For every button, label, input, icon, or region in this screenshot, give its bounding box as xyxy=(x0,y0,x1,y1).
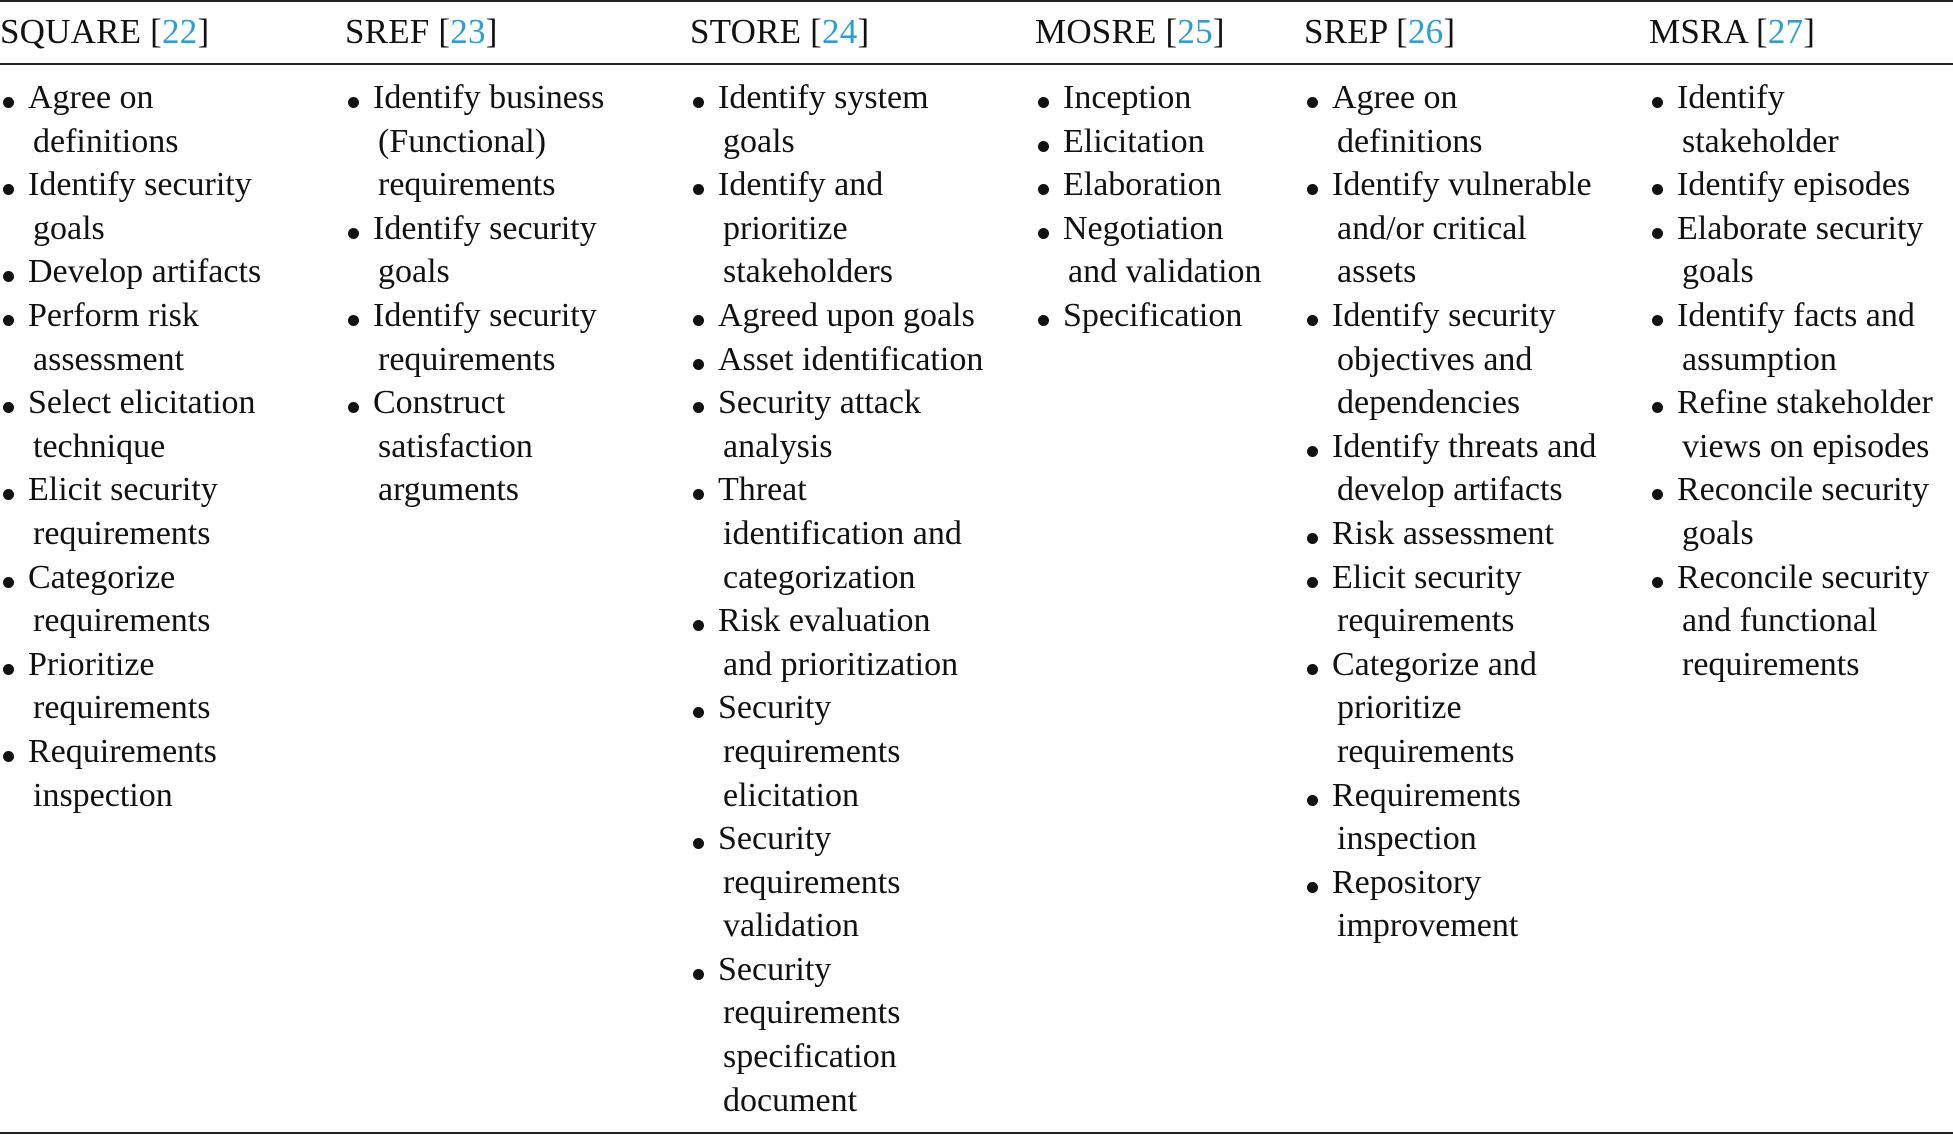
list-item xyxy=(1304,643,1596,774)
bullet-icon xyxy=(3,97,14,108)
list-item xyxy=(0,163,261,250)
list-item xyxy=(690,381,983,468)
item-text-line: satisfaction xyxy=(378,427,533,465)
list-item xyxy=(0,250,261,294)
bullet-icon xyxy=(693,489,704,500)
item-text-line: Identify security xyxy=(373,209,597,247)
list-item xyxy=(1649,207,1933,294)
bullet-icon xyxy=(1307,446,1318,457)
list-item xyxy=(0,381,261,468)
step-list xyxy=(1649,76,1933,686)
bullet-icon xyxy=(1652,315,1663,326)
list-item xyxy=(0,468,261,555)
citation-link[interactable]: 24 xyxy=(822,12,858,51)
list-item xyxy=(1035,120,1262,164)
item-text-line: goals xyxy=(1682,253,1754,291)
list-item xyxy=(690,686,983,817)
bullet-icon xyxy=(3,315,14,326)
item-text-line: assets xyxy=(1337,253,1417,291)
column-body-square xyxy=(0,76,261,817)
bullet-icon xyxy=(1307,184,1318,195)
item-text-line: requirements xyxy=(1337,732,1515,770)
table-top-rule xyxy=(0,0,1953,2)
list-item xyxy=(690,468,983,599)
item-text-line: Reconcile security xyxy=(1677,558,1930,596)
bullet-icon xyxy=(348,402,359,413)
column-body-mosre xyxy=(1035,76,1262,338)
column-name: SQUARE xyxy=(0,12,142,51)
item-text-line: analysis xyxy=(723,427,833,465)
step-list xyxy=(0,76,261,817)
bullet-icon xyxy=(3,489,14,500)
column-body-sref xyxy=(345,76,604,512)
item-text-line: elicitation xyxy=(723,776,859,814)
bullet-icon xyxy=(3,271,14,282)
item-text-line: Elicit security xyxy=(1332,558,1522,596)
column-header-square: SQUARE [22] xyxy=(0,12,210,51)
item-text-line: Requirements xyxy=(1332,776,1521,814)
bullet-icon xyxy=(693,838,704,849)
bullet-icon xyxy=(1307,97,1318,108)
list-item xyxy=(1649,556,1933,687)
item-text-line: Agreed upon goals xyxy=(718,296,975,334)
citation-link[interactable]: 23 xyxy=(450,12,486,51)
list-item xyxy=(1649,381,1933,468)
item-text-line: requirements xyxy=(723,732,901,770)
column-name: MOSRE xyxy=(1035,12,1157,51)
item-text-line: Develop artifacts xyxy=(28,253,262,291)
list-item xyxy=(690,76,983,163)
item-text-line: identification and xyxy=(723,514,962,552)
bullet-icon xyxy=(1652,402,1663,413)
item-text-line: Select elicitation xyxy=(28,384,256,422)
item-text-line: and/or critical xyxy=(1337,209,1527,247)
item-text-line: stakeholders xyxy=(723,253,893,291)
bullet-icon xyxy=(3,577,14,588)
list-item xyxy=(1304,163,1596,294)
list-item xyxy=(0,556,261,643)
step-list xyxy=(1035,76,1262,338)
item-text-line: Categorize xyxy=(28,558,176,596)
list-item xyxy=(0,76,261,163)
bullet-icon xyxy=(348,97,359,108)
list-item xyxy=(1649,76,1933,163)
column-header-store: STORE [24] xyxy=(690,12,870,51)
item-text-line: Identify vulnerable xyxy=(1332,166,1592,204)
list-item xyxy=(345,381,604,512)
list-item xyxy=(1035,76,1262,120)
bullet-icon xyxy=(1652,184,1663,195)
item-text-line: develop artifacts xyxy=(1337,471,1563,509)
column-header-sref: SREF [23] xyxy=(345,12,498,51)
column-body-store xyxy=(690,76,983,1122)
item-text-line: Identify xyxy=(1677,79,1785,116)
item-text-line: requirements xyxy=(723,863,901,901)
item-text-line: Identify facts and xyxy=(1677,296,1915,334)
bullet-icon xyxy=(1307,882,1318,893)
step-list xyxy=(690,76,983,1122)
list-item xyxy=(345,207,604,294)
citation-link[interactable]: 26 xyxy=(1407,12,1444,51)
bullet-icon xyxy=(1038,141,1049,152)
column-body-srep xyxy=(1304,76,1596,948)
item-text-line: Identify business xyxy=(373,79,605,116)
item-text-line: Identify threats and xyxy=(1332,427,1597,465)
column-body-msra xyxy=(1649,76,1933,686)
table-header-rule xyxy=(0,63,1953,65)
item-text-line: assumption xyxy=(1682,340,1837,378)
item-text-line: specification xyxy=(723,1038,897,1076)
step-list xyxy=(345,76,604,512)
list-item xyxy=(0,294,261,381)
list-item xyxy=(690,948,983,1122)
list-item xyxy=(1304,76,1596,163)
list-item xyxy=(0,643,261,730)
list-item xyxy=(1304,556,1596,643)
list-item xyxy=(1304,774,1596,861)
bullet-icon xyxy=(693,707,704,718)
item-text-line: stakeholder xyxy=(1682,122,1839,160)
column-header-mosre: MOSRE [25] xyxy=(1035,12,1225,51)
list-item xyxy=(1304,425,1596,512)
item-text-line: Identify episodes xyxy=(1677,166,1911,204)
list-item xyxy=(1035,207,1262,294)
bullet-icon xyxy=(1307,795,1318,806)
item-text-line: validation xyxy=(723,907,859,945)
bullet-icon xyxy=(3,751,14,762)
item-text-line: views on episodes xyxy=(1682,427,1930,465)
item-text-line: Agree on xyxy=(28,79,154,116)
bullet-icon xyxy=(693,620,704,631)
bullet-icon xyxy=(1038,97,1049,108)
item-text-line: requirements xyxy=(378,340,556,378)
item-text-line: Elaborate security xyxy=(1677,209,1924,247)
bullet-icon xyxy=(693,97,704,108)
item-text-line: Asset identification xyxy=(718,340,984,378)
citation-link[interactable]: 25 xyxy=(1177,12,1213,51)
item-text-line: Reconcile security xyxy=(1677,471,1930,509)
item-text-line: Identify system xyxy=(718,79,929,116)
bullet-icon xyxy=(3,402,14,413)
column-name: SREF xyxy=(345,12,430,51)
item-text-line: Identify security xyxy=(28,166,252,204)
list-item xyxy=(1649,163,1933,207)
citation-link[interactable]: 27 xyxy=(1767,12,1804,51)
bullet-icon xyxy=(693,184,704,195)
item-text-line: goals xyxy=(723,122,795,160)
item-text-line: and functional xyxy=(1682,602,1878,640)
item-text-line: Construct xyxy=(373,384,506,422)
item-text-line: inspection xyxy=(1337,820,1477,858)
item-text-line: requirements xyxy=(33,514,211,552)
list-item xyxy=(1304,861,1596,948)
item-text-line: Repository xyxy=(1332,863,1482,901)
item-text-line: Threat xyxy=(718,471,807,509)
item-text-line: definitions xyxy=(33,122,179,160)
item-text-line: Negotiation xyxy=(1063,209,1224,247)
item-text-line: technique xyxy=(33,427,166,465)
item-text-line: Refine stakeholder xyxy=(1677,384,1933,422)
item-text-line: Security xyxy=(718,820,832,858)
item-text-line: Perform risk xyxy=(28,296,199,334)
item-text-line: Agree on xyxy=(1332,79,1458,116)
item-text-line: requirements xyxy=(1682,645,1860,683)
list-item xyxy=(690,338,983,382)
item-text-line: objectives and xyxy=(1337,340,1533,378)
item-text-line: Elicitation xyxy=(1063,122,1205,160)
item-text-line: arguments xyxy=(378,471,520,509)
item-text-line: Risk assessment xyxy=(1332,514,1554,552)
step-list xyxy=(1304,76,1596,948)
list-item xyxy=(1304,512,1596,556)
bullet-icon xyxy=(693,315,704,326)
item-text-line: requirements xyxy=(33,689,211,727)
bullet-icon xyxy=(348,315,359,326)
item-text-line: requirements xyxy=(33,602,211,640)
item-text-line: (Functional) xyxy=(378,122,547,160)
item-text-line: Risk evaluation xyxy=(718,602,931,640)
item-text-line: Elaboration xyxy=(1063,166,1222,204)
list-item xyxy=(690,817,983,948)
list-item xyxy=(1304,294,1596,425)
bullet-icon xyxy=(3,664,14,675)
item-text-line: definitions xyxy=(1337,122,1483,160)
item-text-line: requirements xyxy=(1337,602,1515,640)
item-text-line: Elicit security xyxy=(28,471,218,509)
list-item xyxy=(345,294,604,381)
item-text-line: Identify security xyxy=(1332,296,1556,334)
bullet-icon xyxy=(1652,577,1663,588)
item-text-line: Prioritize xyxy=(28,645,155,683)
item-text-line: inspection xyxy=(33,776,173,814)
list-item xyxy=(690,599,983,686)
item-text-line: and prioritization xyxy=(723,645,959,683)
bullet-icon xyxy=(1307,533,1318,544)
bullet-icon xyxy=(1038,228,1049,239)
item-text-line: goals xyxy=(1682,514,1754,552)
list-item xyxy=(0,730,261,817)
item-text-line: Identify and xyxy=(718,166,884,204)
bullet-icon xyxy=(1307,577,1318,588)
item-text-line: Identify security xyxy=(373,296,597,334)
item-text-line: improvement xyxy=(1337,907,1519,945)
item-text-line: Requirements xyxy=(28,732,217,770)
bullet-icon xyxy=(1038,184,1049,195)
list-item xyxy=(1035,294,1262,338)
item-text-line: categorization xyxy=(723,558,916,596)
column-name: SREP xyxy=(1304,12,1388,51)
column-header-msra: MSRA [27] xyxy=(1649,12,1816,51)
list-item xyxy=(690,294,983,338)
bullet-icon xyxy=(693,359,704,370)
item-text-line: prioritize xyxy=(1337,689,1462,727)
list-item xyxy=(1035,163,1262,207)
item-text-line: dependencies xyxy=(1337,384,1521,422)
list-item xyxy=(690,163,983,294)
bullet-icon xyxy=(693,969,704,980)
bullet-icon xyxy=(1307,664,1318,675)
list-item xyxy=(1649,294,1933,381)
column-name: STORE xyxy=(690,12,802,51)
item-text-line: Security attack xyxy=(718,384,921,422)
bullet-icon xyxy=(348,228,359,239)
item-text-line: Categorize and xyxy=(1332,645,1537,683)
bullet-icon xyxy=(1652,489,1663,500)
list-item xyxy=(345,76,604,207)
bullet-icon xyxy=(1307,315,1318,326)
item-text-line: Inception xyxy=(1063,79,1192,116)
item-text-line: document xyxy=(723,1081,858,1119)
list-item xyxy=(1649,468,1933,555)
item-text-line: goals xyxy=(378,253,450,291)
table-bottom-rule xyxy=(0,1132,1953,1134)
bullet-icon xyxy=(1038,315,1049,326)
bullet-icon xyxy=(1652,97,1663,108)
item-text-line: Specification xyxy=(1063,296,1243,334)
item-text-line: prioritize xyxy=(723,209,848,247)
item-text-line: and validation xyxy=(1068,253,1262,291)
bullet-icon xyxy=(1652,228,1663,239)
item-text-line: requirements xyxy=(723,994,901,1032)
item-text-line: Security xyxy=(718,950,832,988)
item-text-line: assessment xyxy=(33,340,185,378)
item-text-line: requirements xyxy=(378,166,556,204)
column-header-srep: SREP [26] xyxy=(1304,12,1456,51)
column-name: MSRA xyxy=(1649,12,1748,51)
bullet-icon xyxy=(3,184,14,195)
bullet-icon xyxy=(693,402,704,413)
item-text-line: goals xyxy=(33,209,105,247)
item-text-line: Security xyxy=(718,689,832,727)
citation-link[interactable]: 22 xyxy=(162,12,198,51)
